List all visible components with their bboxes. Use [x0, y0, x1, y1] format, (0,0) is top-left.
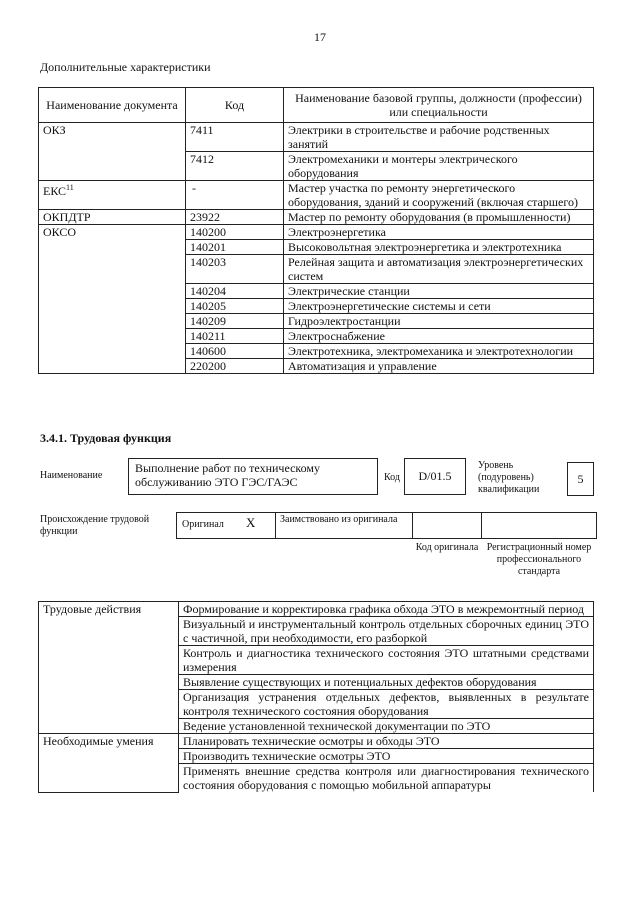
name-cell: Мастер участка по ремонту энергетического оборудования, зданий и сооружений (включая старшего) [284, 181, 594, 210]
original-mark: X [246, 515, 256, 530]
name-cell: Мастер по ремонту оборудования (в промышленности) [284, 210, 594, 225]
code-cell: 140204 [186, 284, 284, 299]
header-code: Код [186, 88, 284, 123]
doc-cell [39, 225, 186, 374]
code-cell: 140203 [186, 255, 284, 284]
origin-divider [481, 512, 482, 539]
table-row [39, 123, 594, 152]
name-cell: Электроснабжение [284, 329, 594, 344]
code-cell: 140600 [186, 344, 284, 359]
code-cell: 7411 [186, 123, 284, 152]
code-cell: 23922 [186, 210, 284, 225]
item-cell: Планировать технические осмотры и обходы ЭТО [179, 734, 594, 749]
doc-cell [39, 123, 186, 181]
item-cell: Применять внешние средства контроля или диагностирования технического состояния оборудования с помощью мобильной аппаратуры [179, 764, 594, 793]
code-cell: - [186, 181, 284, 210]
level-value: 5 [577, 471, 584, 486]
original-label: Оригинал [182, 519, 224, 530]
table-header-row [39, 88, 594, 123]
name-cell: Гидроэлектростанции [284, 314, 594, 329]
characteristics-table [38, 87, 594, 374]
name-cell: Автоматизация и управление [284, 359, 594, 374]
section-caption: Дополнительные характеристики [40, 60, 211, 74]
reg-number-label: Регистрационный номер профессионального стандарта [486, 542, 592, 577]
borrowed-label: Заимствовано из оригинала [280, 514, 398, 525]
table-row [39, 734, 594, 749]
function-code-value: D/01.5 [418, 469, 452, 483]
footnote-ref: 11 [66, 183, 74, 192]
name-cell: Электромеханики и монтеры электрического оборудования [284, 152, 594, 181]
name-cell: Электрики в строительстве и рабочие родственных занятий [284, 123, 594, 152]
table-row [39, 225, 594, 240]
doc-name: ОКПДТР [43, 210, 91, 224]
header-name: Наименование базовой группы, должности (профессии) или специальности [284, 88, 594, 123]
function-code-box [404, 458, 466, 495]
doc-name: ОКЗ [43, 123, 66, 137]
origin-divider [412, 512, 413, 539]
doc-cell [39, 210, 186, 225]
code-original-label: Код оригинала [415, 542, 479, 553]
doc-name: ЕКС [43, 184, 67, 198]
table-row [39, 181, 594, 210]
name-cell: Высоковольтная электроэнергетика и электротехника [284, 240, 594, 255]
function-name-value: Выполнение работ по техническому обслуживанию ЭТО ГЭС/ГАЭС [135, 461, 321, 489]
table-row [39, 602, 594, 617]
page-number: 17 [314, 30, 326, 44]
name-cell: Релейная защита и автоматизация электроэнергетических систем [284, 255, 594, 284]
doc-cell [39, 181, 186, 210]
name-cell: Электротехника, электромеханика и электротехнологии [284, 344, 594, 359]
doc-name: ОКСО [43, 225, 77, 239]
header-document: Наименование документа [39, 88, 186, 123]
origin-divider [275, 512, 276, 539]
level-label: Уровень (подуровень) квалификации [478, 460, 540, 495]
code-cell: 140205 [186, 299, 284, 314]
function-name-box [128, 458, 378, 495]
item-cell: Производить технические осмотры ЭТО [179, 749, 594, 764]
item-cell: Контроль и диагностика технического состояния ЭТО штатными средствами измерения [179, 646, 594, 675]
section-label-cell: Необходимые умения [39, 734, 179, 793]
code-cell: 140209 [186, 314, 284, 329]
origin-label: Происхождение трудовой функции [40, 514, 150, 537]
table-row [39, 210, 594, 225]
name-label: Наименование [40, 470, 103, 481]
item-cell: Организация устранения отдельных дефектов, выявленных в результате контроля технического состояния оборудования [179, 690, 594, 719]
code-cell: 140200 [186, 225, 284, 240]
name-cell: Электроэнергетические системы и сети [284, 299, 594, 314]
actions-table [38, 601, 594, 793]
code-cell: 7412 [186, 152, 284, 181]
code-cell: 140211 [186, 329, 284, 344]
name-cell: Электроэнергетика [284, 225, 594, 240]
item-cell: Ведение установленной технической документации по ЭТО [179, 719, 594, 734]
name-cell: Электрические станции [284, 284, 594, 299]
section-label-cell: Трудовые действия [39, 602, 179, 734]
function-title: 3.4.1. Трудовая функция [40, 431, 172, 445]
level-box [567, 462, 594, 496]
code-cell: 220200 [186, 359, 284, 374]
item-cell: Визуальный и инструментальный контроль отдельных сборочных единиц ЭТО с частичной, при необходимости, его разборкой [179, 617, 594, 646]
code-label: Код [384, 472, 400, 483]
code-cell: 140201 [186, 240, 284, 255]
item-cell: Формирование и корректировка графика обхода ЭТО в межремонтный период [179, 602, 594, 617]
item-cell: Выявление существующих и потенциальных дефектов оборудования [179, 675, 594, 690]
